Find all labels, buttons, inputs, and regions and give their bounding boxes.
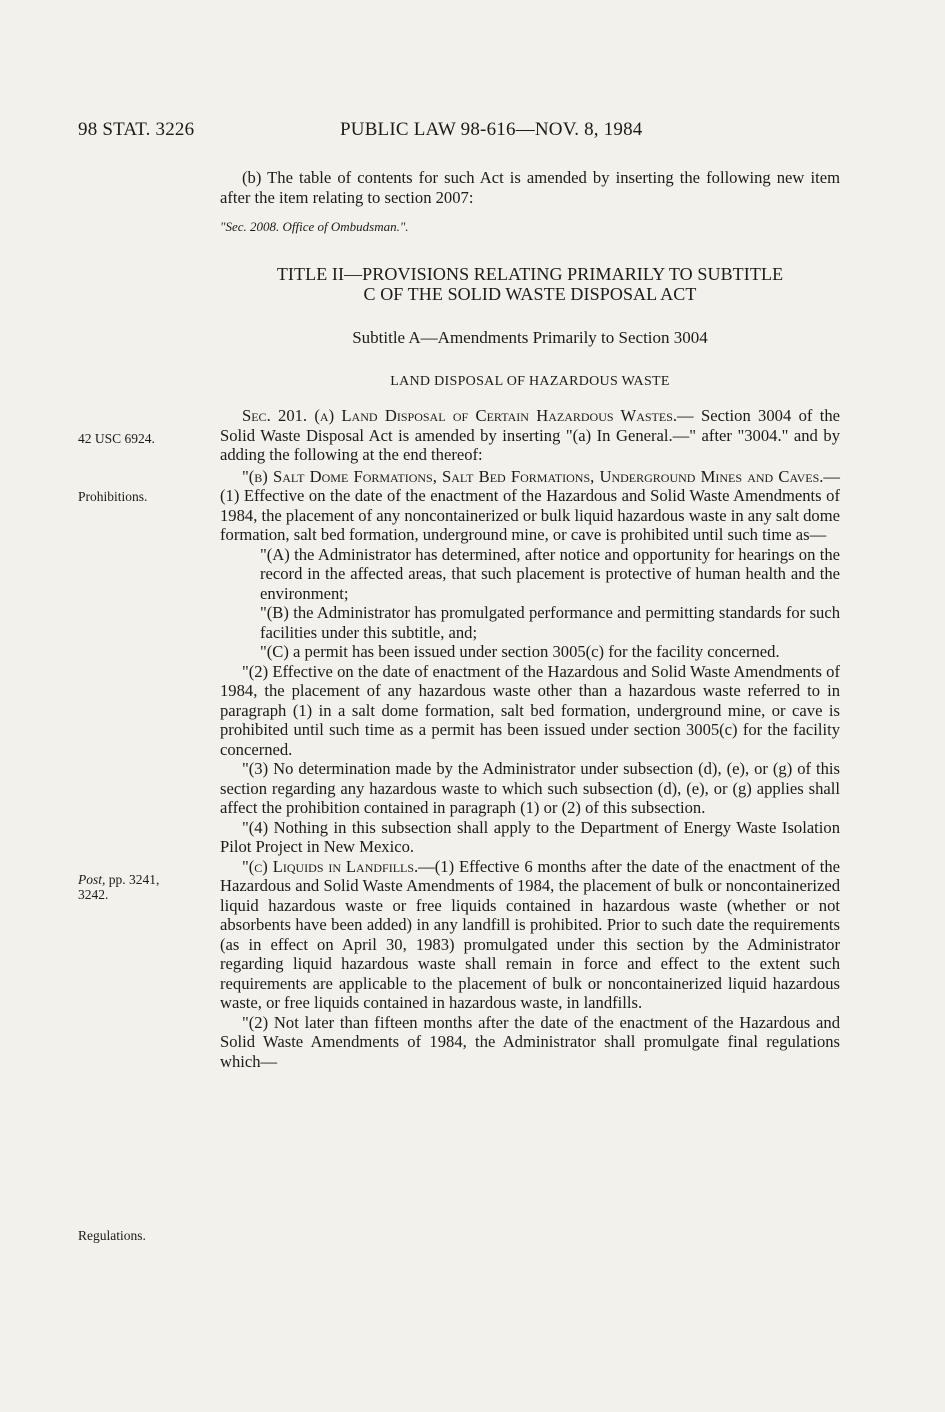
- subsec-b-p2: "(2) Effective on the date of enactment of the Hazardous and Solid Waste Amendments of 1984, the placement of any hazardous waste other than a hazardous waste referred to in paragraph (1) in a salt dome formation, salt bed formation, underground mine, or cave is prohibited until such time as a permit has been issued under section 3005(c) for the facility concerned.: [220, 661, 840, 759]
- subsec-b-p4: "(4) Nothing in this subsection shall apply to the Department of Energy Waste Isolation Pilot Project in New Mexico.: [220, 817, 840, 856]
- subsec-b-p3: "(3) No determination made by the Administrator under subsection (d), (e), or (g) of this section regarding any hazardous waste to which such subsection (d), (e), or (g) applies shall affect the prohibition contained in paragraph (1) or (2) of this subsection.: [220, 759, 840, 817]
- sec-201-lead: Sec. 201. (a) Land Disposal of Certain Hazardous Wastes.—: [242, 406, 694, 425]
- subsec-b-C: "(C) a permit has been issued under section 3005(c) for the facility concerned.: [260, 642, 780, 661]
- subsec-b-B: "(B) the Administrator has promulgated performance and permitting standards for such facilities under this subtitle, and;: [260, 603, 840, 642]
- statute-page-number: 98 STAT. 3226: [78, 119, 195, 140]
- title-heading: [220, 264, 840, 304]
- subsec-c-paragraph: [220, 857, 840, 1013]
- subsec-b-text: (1) Effective on the date of the enactment of the Hazardous and Solid Waste Amendments of 1984, the placement of any noncontainerized or bulk liquid hazardous waste in any salt dome formation, salt bed formation, underground mine, or cave is prohibited until such time as—: [220, 486, 840, 544]
- title-line-1: TITLE II—PROVISIONS RELATING PRIMARILY TO SUBTITLE: [276, 264, 784, 284]
- sec-201-text: Section 3004 of the Solid Waste Disposal Act is amended by inserting "(a) In General.—" after "3004." and by adding the following at the end thereof:: [220, 406, 840, 464]
- sec-201-paragraph: [220, 406, 840, 465]
- subtitle-heading: Subtitle A—Amendments Primarily to Section 3004: [352, 328, 708, 347]
- subsec-b-A: "(A) the Administrator has determined, after notice and opportunity for hearings on the record in the affected areas, that such placement is protective of human health and the environment;: [260, 544, 840, 603]
- running-header: PUBLIC LAW 98-616—NOV. 8, 1984: [340, 119, 643, 140]
- post-pages: pp. 3241,: [108, 872, 160, 887]
- subsec-b-lead: "(b) Salt Dome Formations, Salt Bed Formations, Underground Mines and Caves.—: [242, 466, 840, 486]
- toc-amendment: [220, 168, 840, 237]
- margin-note-usc: 42 USC 6924.: [78, 431, 155, 446]
- section-heading: LAND DISPOSAL OF HAZARDOUS WASTE: [390, 374, 670, 389]
- post-label: Post,: [78, 872, 106, 887]
- subsec-c-text: (1) Effective 6 months after the date of the enactment of the Hazardous and Solid Waste Amendments of 1984, the placement of bulk or noncontainerized liquid hazardous waste or free liquids contained in hazardous waste (whether or not absorbents have been added) in any landfill is prohibited. Prior to such date the requirements (as in effect on April 30, 1983) promulgated under this section by the Administrator regarding liquid hazardous waste shall remain in force and effect to the extent such requirements are applicable to the placement of bulk or noncontainerized liquid hazardous waste, or free liquids contained in hazardous waste, in landfills.: [220, 856, 840, 1012]
- toc-amendment-text: (b) The table of contents for such Act is amended by inserting the following new item after the item relating to section 2007:: [220, 168, 840, 207]
- section-201-body: [220, 406, 840, 1071]
- title-line-2: C OF THE SOLID WASTE DISPOSAL ACT: [363, 284, 697, 304]
- margin-note-regulations: Regulations.: [78, 1228, 146, 1243]
- subsec-b-paragraph: [220, 467, 840, 545]
- subsec-c-lead: "(c) Liquids in Landfills.—: [242, 856, 435, 876]
- post-pages-line2: 3242.: [78, 887, 109, 902]
- margin-note-post-pages: [78, 872, 159, 902]
- margin-note-prohibitions: Prohibitions.: [78, 489, 148, 504]
- subsec-c-p2: "(2) Not later than fifteen months after the date of the enactment of the Hazardous and Solid Waste Amendments of 1984, the Administrator shall promulgate final regulations which—: [220, 1012, 840, 1071]
- toc-new-item: "Sec. 2008. Office of Ombudsman.".: [220, 219, 409, 234]
